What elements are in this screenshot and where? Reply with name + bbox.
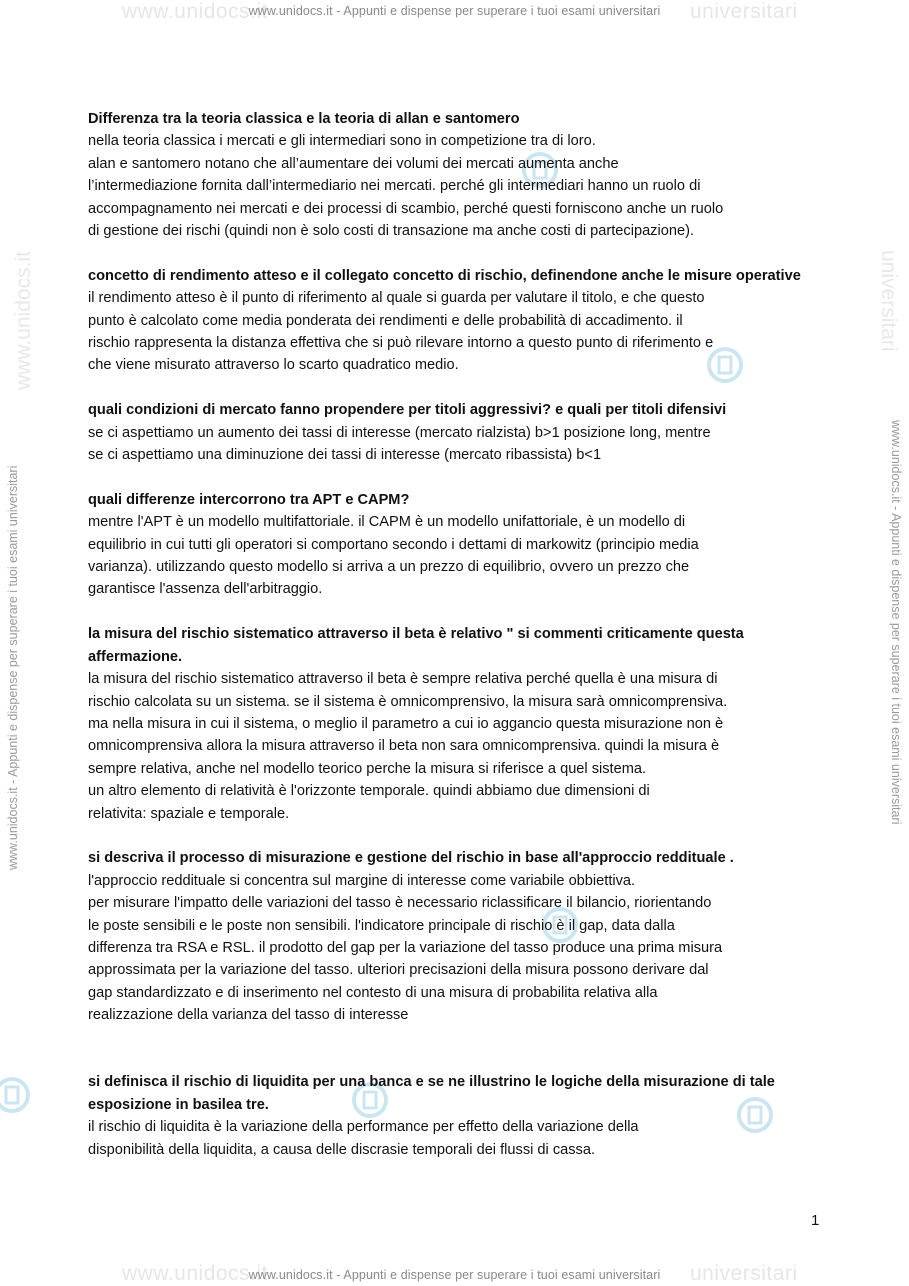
answer-line: disponibilità della liquidita, a causa delle discrasie temporali dei flussi di cassa. (88, 1141, 595, 1158)
question-heading: quali condizioni di mercato fanno propendere per titoli aggressivi? e quali per titoli difensivi (88, 402, 727, 419)
answer-line: punto è calcolato come media ponderata dei rendimenti e delle probabilità di accadimento. il (88, 312, 683, 329)
answer-line: varianza). utilizzando questo modello si arriva a un prezzo di equilibrio, ovvero un prezzo che (88, 559, 690, 576)
answer-line: il rischio di liquidita è la variazione della performance per effetto della variazione della (88, 1119, 639, 1136)
answer-line: sempre relativa, anche nel modello teorico perche la misura si riferisce a quel sistema. (88, 760, 647, 777)
page-number: 1 (811, 1212, 820, 1229)
answer-line: rischio calcolata su un sistema. se il sistema è omnicomprensivo, la misura sarà omnicomprensiva. (88, 693, 728, 710)
answer-line: che viene misurato attraverso lo scarto quadratico medio. (88, 357, 459, 374)
answer-line: differenza tra RSA e RSL. il prodotto del gap per la variazione del tasso produce una prima misura (88, 939, 723, 956)
qa-section (88, 108, 828, 242)
answer-line: per misurare l'impatto delle variazioni del tasso è necessario riclassificare il bilancio, riorientando (88, 895, 712, 912)
answer-line: l’intermediazione fornita dall’intermediario nei mercati. perché gli intermediari hanno un ruolo di (88, 178, 701, 195)
answer-line: mentre l'APT è un modello multifattoriale. il CAPM è un modello unifattoriale, è un modello di (88, 514, 686, 531)
watermark-ghost-bottom-left: www.unidocs.it (122, 1262, 268, 1285)
qa-section (88, 847, 828, 1026)
qa-section (88, 399, 828, 466)
watermark-side-left: www.unidocs.it - Appunti e dispense per superare i tuoi esami universitari (6, 465, 20, 870)
watermark-ghost-top-right: universitari (690, 0, 798, 23)
watermark-header: www.unidocs.it - Appunti e dispense per superare i tuoi esami universitari (248, 4, 661, 18)
answer-line: il rendimento atteso è il punto di riferimento al quale si guarda per valutare il titolo, e che questo (88, 290, 705, 307)
question-heading: concetto di rendimento atteso e il collegato concetto di rischio, definendone anche le misure operative (88, 267, 801, 284)
answer-line: l'approccio reddituale si concentra sul margine di interesse come variabile obbiettiva. (88, 872, 636, 889)
watermark-side-right: www.unidocs.it - Appunti e dispense per superare i tuoi esami universitari (889, 420, 903, 825)
question-heading: quali differenze intercorrono tra APT e CAPM? (88, 491, 410, 508)
answer-line: se ci aspettiamo una diminuzione dei tassi di interesse (mercato ribassista) b<1 (88, 447, 602, 464)
question-heading: si definisca il rischio di liquidita per una banca e se ne illustrino le logiche della misurazione di tale esposizione in basilea tre. (88, 1074, 775, 1113)
unidocs-logo-icon (0, 1075, 32, 1115)
answer-line: di gestione dei rischi (quindi non è solo costi di transazione ma anche costi di partecipazione). (88, 223, 694, 240)
watermark-side-ghost-left: www.unidocs.it (12, 251, 35, 390)
question-heading: si descriva il processo di misurazione e gestione del rischio in base all'approccio reddituale . (88, 850, 734, 867)
answer-line: realizzazione della varianza del tasso di interesse (88, 1007, 409, 1024)
watermark-ghost-bottom-right: universitari (690, 1262, 798, 1285)
watermark-ghost-top-left: www.unidocs.it (122, 0, 268, 23)
question-heading: Differenza tra la teoria classica e la teoria di allan e santomero (88, 111, 520, 127)
answer-line: equilibrio in cui tutti gli operatori si comportano secondo i dettami di markowitz (principio media (88, 536, 699, 553)
answer-line: nella teoria classica i mercati e gli intermediari sono in competizione tra di loro. (88, 133, 596, 150)
qa-section (88, 489, 828, 601)
qa-section (88, 265, 828, 377)
document-body (88, 108, 828, 1183)
answer-line: rischio rappresenta la distanza effettiva che si può rilevare intorno a questo punto di riferimento e (88, 335, 714, 352)
watermark-side-ghost-right: universitari (877, 250, 900, 352)
answer-line: ma nella misura in cui il sistema, o meglio il parametro a cui io aggancio questa misurazione non è (88, 715, 724, 732)
answer-line: un altro elemento di relatività è l'orizzonte temporale. quindi abbiamo due dimensioni di (88, 783, 650, 800)
answer-line: le poste sensibili e le poste non sensibili. l'indicatore principale di rischio è il gap, data dalla (88, 917, 675, 934)
answer-line: relativita: spaziale e temporale. (88, 805, 290, 822)
question-heading: la misura del rischio sistematico attraverso il beta è relativo " si commenti criticamente questa affermazione. (88, 626, 744, 665)
answer-line: gap standardizzato e di inserimento nel contesto di una misura di probabilita relativa alla (88, 984, 658, 1001)
answer-line: approssimata per la variazione del tasso. ulteriori precisazioni della misura possono derivare dal (88, 962, 709, 979)
watermark-footer: www.unidocs.it - Appunti e dispense per superare i tuoi esami universitari (248, 1268, 661, 1282)
answer-line: la misura del rischio sistematico attraverso il beta è sempre relativa perché quella è una misura di (88, 671, 718, 688)
qa-section (88, 623, 828, 825)
answer-line: omnicomprensiva allora la misura attraverso il beta non sara omnicomprensiva. quindi la misura è (88, 738, 720, 755)
answer-line: se ci aspettiamo un aumento dei tassi di interesse (mercato rialzista) b>1 posizione long, mentre (88, 424, 711, 441)
answer-line: alan e santomero notano che all’aumentare dei volumi dei mercati aumenta anche (88, 155, 619, 172)
answer-line: accompagnamento nei mercati e dei processi di scambio, perché questi forniscono anche un ruolo (88, 200, 724, 217)
qa-section (88, 1071, 828, 1161)
answer-line: garantisce l'assenza dell'arbitraggio. (88, 581, 323, 598)
